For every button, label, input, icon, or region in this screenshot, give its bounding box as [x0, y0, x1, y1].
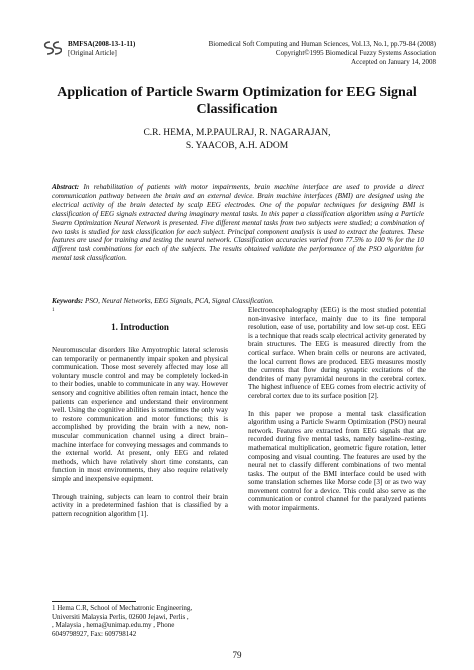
- left-paragraph-2: Through training, subjects can learn to control their brain activity in a predetermined fashion that is classified by a pattern recognition algorithm [1].: [52, 492, 228, 518]
- paper-title: Application of Particle Swarm Optimization for EEG Signal Classification: [57, 85, 417, 117]
- journal-code: BMFSA(2008-13-1-11): [68, 40, 136, 48]
- footnote-line: 1 Hema C.R, School of Mechatronic Engineering,: [52, 604, 193, 612]
- footnote: [52, 604, 232, 639]
- right-paragraph-1: Electroencephalography (EEG) is the most studied potential non-invasive interface, mainly due to its fine temporal resolution, ease of use, portability and low set-up cost. EEG is a technique that reads scalp electrical activity generated by brain structures. The EEG is measured directly from the cortical surface. When brain cells or neurons are activated, the local current flows are produced. EEG measures mostly the currents that flow during synaptic excitations of the dendrites of many pyramidal neurons in the cerebral cortex. The highest influence of EEG comes from electric activity of cerebral cortex due to its surface position [2].: [248, 306, 426, 400]
- footnote-rule: [52, 601, 136, 602]
- accepted-line: Accepted on January 14, 2008: [351, 58, 436, 66]
- keywords-label: Keywords:: [52, 297, 84, 305]
- left-column: [52, 346, 228, 527]
- section-heading-introduction: 1. Introduction: [111, 322, 169, 332]
- authors-line-1: C.R. HEMA, M.P.PAULRAJ, R. NAGARAJAN,: [143, 128, 331, 138]
- abstract-label: Abstract:: [52, 183, 80, 191]
- left-paragraph-1: Neuromuscular disorders like Amyotrophic lateral sclerosis can temporarily or permanently impair spoken and physical communication. Those most severely affected may lose all voluntary muscle control and may be completely locked-in to their bodies, unable to communicate in any way. However sensory and cognitive abilities often remain intact, hence the patients can experience and understand their environment well. Using the cognitive abilities is sometimes the only way to restore communication and motor functions; this is accomplished by providing the brain with a new, non-muscular communication channel using a direct brain–machine interface for conveying messages and commands to the external world. At present, only EEG and related methods, which have relatively short time constants, can function in most environments, they also require relatively simple and inexpensive equipment.: [52, 346, 228, 483]
- bfsa-logo-icon: [40, 40, 62, 56]
- footnote-marker: 1: [52, 308, 55, 313]
- page-number: 79: [232, 650, 242, 660]
- keywords-text: PSO, Neural Networks, EEG Signals, PCA, Signal Classification.: [84, 297, 274, 305]
- keywords: [52, 297, 424, 306]
- abstract-text: In rehabilitation of patients with motor impairments, brain machine interface are used to provide a direct communication pathway between the brain and an external device. Brain machine interfaces (BMI) are designed using the electrical activity of the brain detected by scalp EEG electrodes. One of the popular techniques for designing BMI is classification of EEG signals extracted during imaginary mental tasks. In this paper a classification algorithm using a Particle Swarm Optimization Neural Network is presented. Five different mental tasks from two subjects were studied; a combination of two tasks is studied for task classification for each subject. Principal component analysis is used to extract the features. These features are used for training and testing the neural network. Classification accuracies varied from 77.5% to 100 % for the 10 different task combinations for each of the subjects. The results obtained validate the performance of the PSO algorithm for mental task classification.: [52, 183, 425, 263]
- authors: [40, 127, 434, 153]
- right-column: [248, 306, 426, 522]
- footnote-line: , Malaysia , hema@unimap.edu.my , Phone: [52, 621, 175, 630]
- journal-line: Biomedical Soft Computing and Human Sciences, Vol.13, No.1, pp.79-84 (2008): [208, 40, 436, 48]
- authors-line-2: S. YAACOB, A.H. ADOM: [185, 141, 289, 151]
- right-paragraph-2: In this paper we propose a mental task classification algorithm using a Particle Swarm Optimization (PSO) neural network. Features are extracted from EEG signals that are recorded during five mental tasks, namely baseline–resting, mathematical multiplication, geometric figure rotation, letter composing and visual counting. The features are used by the neural net to classify different combinations of two mental tasks. The output of the BMI interface could be used with some translation schemes like Morse code [3] or as two way movement control for a device. This could also serve as the communication or control channel for the paralyzed patients with motor impairments.: [248, 409, 426, 513]
- header-left: [68, 40, 135, 58]
- header-right: [209, 40, 436, 67]
- abstract: [52, 183, 424, 263]
- article-type: [Original Article]: [68, 49, 117, 57]
- footnote-line: 6049798927, Fax: 609798142: [52, 630, 137, 639]
- footnote-line: Universiti Malaysia Perlis, 02600 Jejawi, Perlis ,: [52, 612, 189, 621]
- copyright-line: Copyright©1995 Biomedical Fuzzy Systems Association: [275, 49, 436, 57]
